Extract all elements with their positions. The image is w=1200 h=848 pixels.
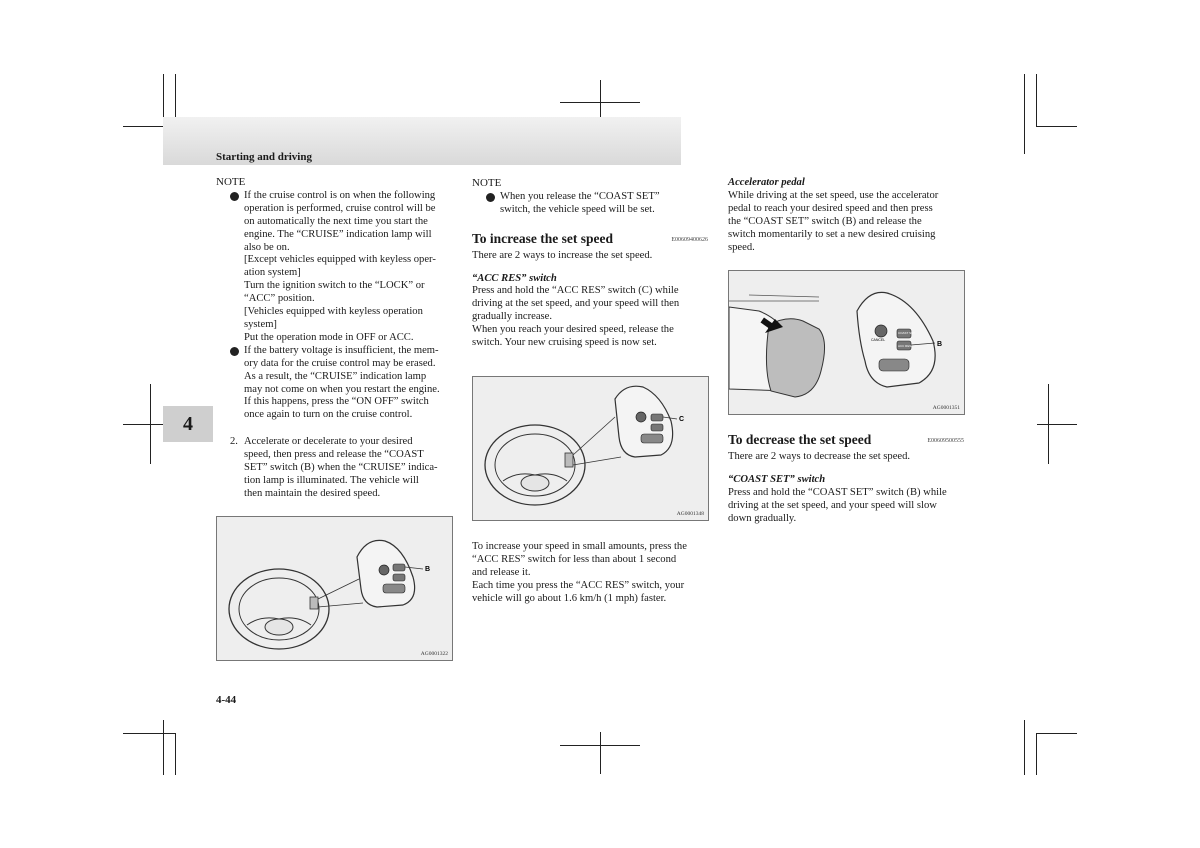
crop-mark — [1024, 720, 1025, 775]
coast-set-button-label: COAST SET — [898, 331, 915, 335]
note-label: NOTE — [472, 177, 502, 189]
text-line: pedal to reach your desired speed and then press — [728, 202, 933, 214]
column-2 — [472, 177, 708, 350]
note-bullet — [216, 190, 452, 345]
text-line: “ACC RES” switch for less than about 1 second — [472, 553, 677, 565]
text-line: ory data for the cruise control may be erased. — [244, 357, 436, 369]
note-label: NOTE — [216, 176, 246, 188]
subheading: “ACC RES” switch — [472, 272, 557, 284]
crop-mark — [1036, 74, 1037, 126]
section-title-text: To increase the set speed — [472, 230, 613, 246]
steering-wheel-illustration — [473, 377, 708, 520]
text-line: also be on. — [244, 241, 290, 253]
text-line: While driving at the set speed, use the accelerator — [728, 189, 939, 201]
text-line: the “COAST SET” switch (B) and release the — [728, 215, 922, 227]
bullet-dot-icon — [486, 193, 495, 202]
note-bullet — [472, 191, 708, 217]
crop-mark — [1024, 74, 1025, 154]
step-2 — [216, 436, 452, 501]
steering-wheel-illustration — [217, 517, 452, 660]
text-line: switch. Your new cruising speed is now set. — [472, 337, 657, 349]
text-line: operation is performed, cruise control will be — [244, 202, 436, 214]
text-line: If the cruise control is on when the following — [244, 189, 436, 201]
crop-mark — [150, 384, 151, 464]
text-line: gradually increase. — [472, 311, 553, 323]
section-code: E00609400626 — [671, 236, 708, 243]
text-line: Put the operation mode in OFF or ACC. — [244, 331, 414, 343]
section-title-text: To decrease the set speed — [728, 432, 872, 447]
section-title — [728, 434, 964, 447]
text-line: and release it. — [472, 566, 531, 578]
column-1 — [216, 176, 452, 501]
text-line: To increase your speed in small amounts, press the — [472, 541, 687, 552]
section-intro: There are 2 ways to decrease the set speed. — [728, 450, 911, 462]
steering-wheel-figure-1 — [216, 516, 453, 661]
crop-mark — [123, 424, 163, 425]
text-line: driving at the set speed, and your speed will then — [472, 298, 680, 310]
text-line: on automatically the next time you start the — [244, 215, 428, 227]
text-line: engine. The “CRUISE” indication lamp will — [244, 228, 432, 240]
crop-mark — [1036, 733, 1077, 734]
crop-mark — [600, 732, 601, 774]
text-line: Press and hold the “COAST SET” switch (B) while — [728, 486, 947, 498]
accelerator-pedal-figure — [728, 270, 965, 415]
text-line: down gradually. — [728, 512, 797, 524]
text-line: then maintain the desired speed. — [244, 487, 381, 499]
text-line: speed, then press and release the “COAST — [244, 449, 424, 461]
crop-mark — [1037, 424, 1077, 425]
text-line: When you release the “COAST SET” — [500, 190, 660, 202]
text-line: If this happens, press the “ON OFF” switch — [244, 396, 429, 408]
text-line: Accelerate or decelerate to your desired — [244, 436, 413, 448]
text-line: Press and hold the “ACC RES” switch (C) while — [472, 285, 679, 297]
text-line: ation system] — [244, 267, 301, 279]
text-line: tion lamp is illuminated. The vehicle will — [244, 474, 419, 486]
text-line: [Vehicles equipped with keyless operation — [244, 306, 423, 318]
chapter-tab: 4 — [163, 406, 213, 442]
text-line: speed. — [728, 241, 755, 253]
cancel-button-label: CANCEL — [871, 338, 886, 342]
column-3 — [728, 177, 964, 254]
text-line: [Except vehicles equipped with keyless oper- — [244, 254, 436, 266]
crop-mark — [1036, 126, 1077, 127]
text-line: If the battery voltage is insufficient, the mem- — [244, 344, 439, 356]
text-line: Turn the ignition switch to the “LOCK” or — [244, 280, 425, 292]
pedal-and-switch-illustration — [729, 271, 964, 414]
text-line: system] — [244, 318, 277, 330]
step-number: 2. — [230, 436, 238, 448]
column-3-continued — [728, 418, 964, 525]
text-line: switch, the vehicle speed will be set. — [500, 203, 655, 215]
section-code: E00609500555 — [927, 438, 964, 444]
crop-mark — [1048, 384, 1049, 464]
text-line: As a result, the “CRUISE” indication lamp — [244, 370, 427, 382]
crop-mark — [123, 733, 175, 734]
text-line: vehicle will go about 1.6 km/h (1 mph) faster. — [472, 592, 667, 604]
bullet-dot-icon — [230, 192, 239, 201]
text-line: SET” switch (B) when the “CRUISE” indica- — [244, 462, 438, 474]
page-number: 4-44 — [216, 694, 237, 706]
text-line: may not come on when you restart the engine. — [244, 383, 440, 395]
text-line: driving at the set speed, and your speed will slow — [728, 499, 937, 511]
crop-mark — [163, 720, 164, 775]
note-bullet — [216, 345, 452, 422]
column-2-continued — [472, 541, 708, 606]
bullet-dot-icon — [230, 347, 239, 356]
text-line: switch momentarily to set a new desired cruising — [728, 228, 936, 240]
text-line: once again to turn on the cruise control. — [244, 409, 413, 421]
text-line: “ACC” position. — [244, 293, 315, 305]
figure-code: AG0001351 — [932, 405, 960, 411]
crop-mark — [1036, 733, 1037, 775]
subheading: “COAST SET” switch — [728, 473, 826, 485]
callout-label: B — [425, 566, 431, 573]
acc-res-button-label: ACC RES — [898, 344, 912, 348]
subheading: Accelerator pedal — [728, 177, 805, 188]
crop-mark — [175, 733, 176, 775]
section-intro: There are 2 ways to increase the set speed. — [472, 249, 653, 261]
callout-label: C — [679, 416, 685, 423]
figure-code: AG0001322 — [420, 651, 448, 657]
callout-label: B — [937, 341, 943, 348]
steering-wheel-figure-2 — [472, 376, 709, 521]
text-line: Each time you press the “ACC RES” switch, your — [472, 579, 685, 591]
section-title — [472, 230, 708, 246]
page-header-title: Starting and driving — [216, 151, 312, 163]
figure-code: AG0001348 — [676, 511, 704, 517]
text-line: When you reach your desired speed, release the — [472, 324, 674, 336]
